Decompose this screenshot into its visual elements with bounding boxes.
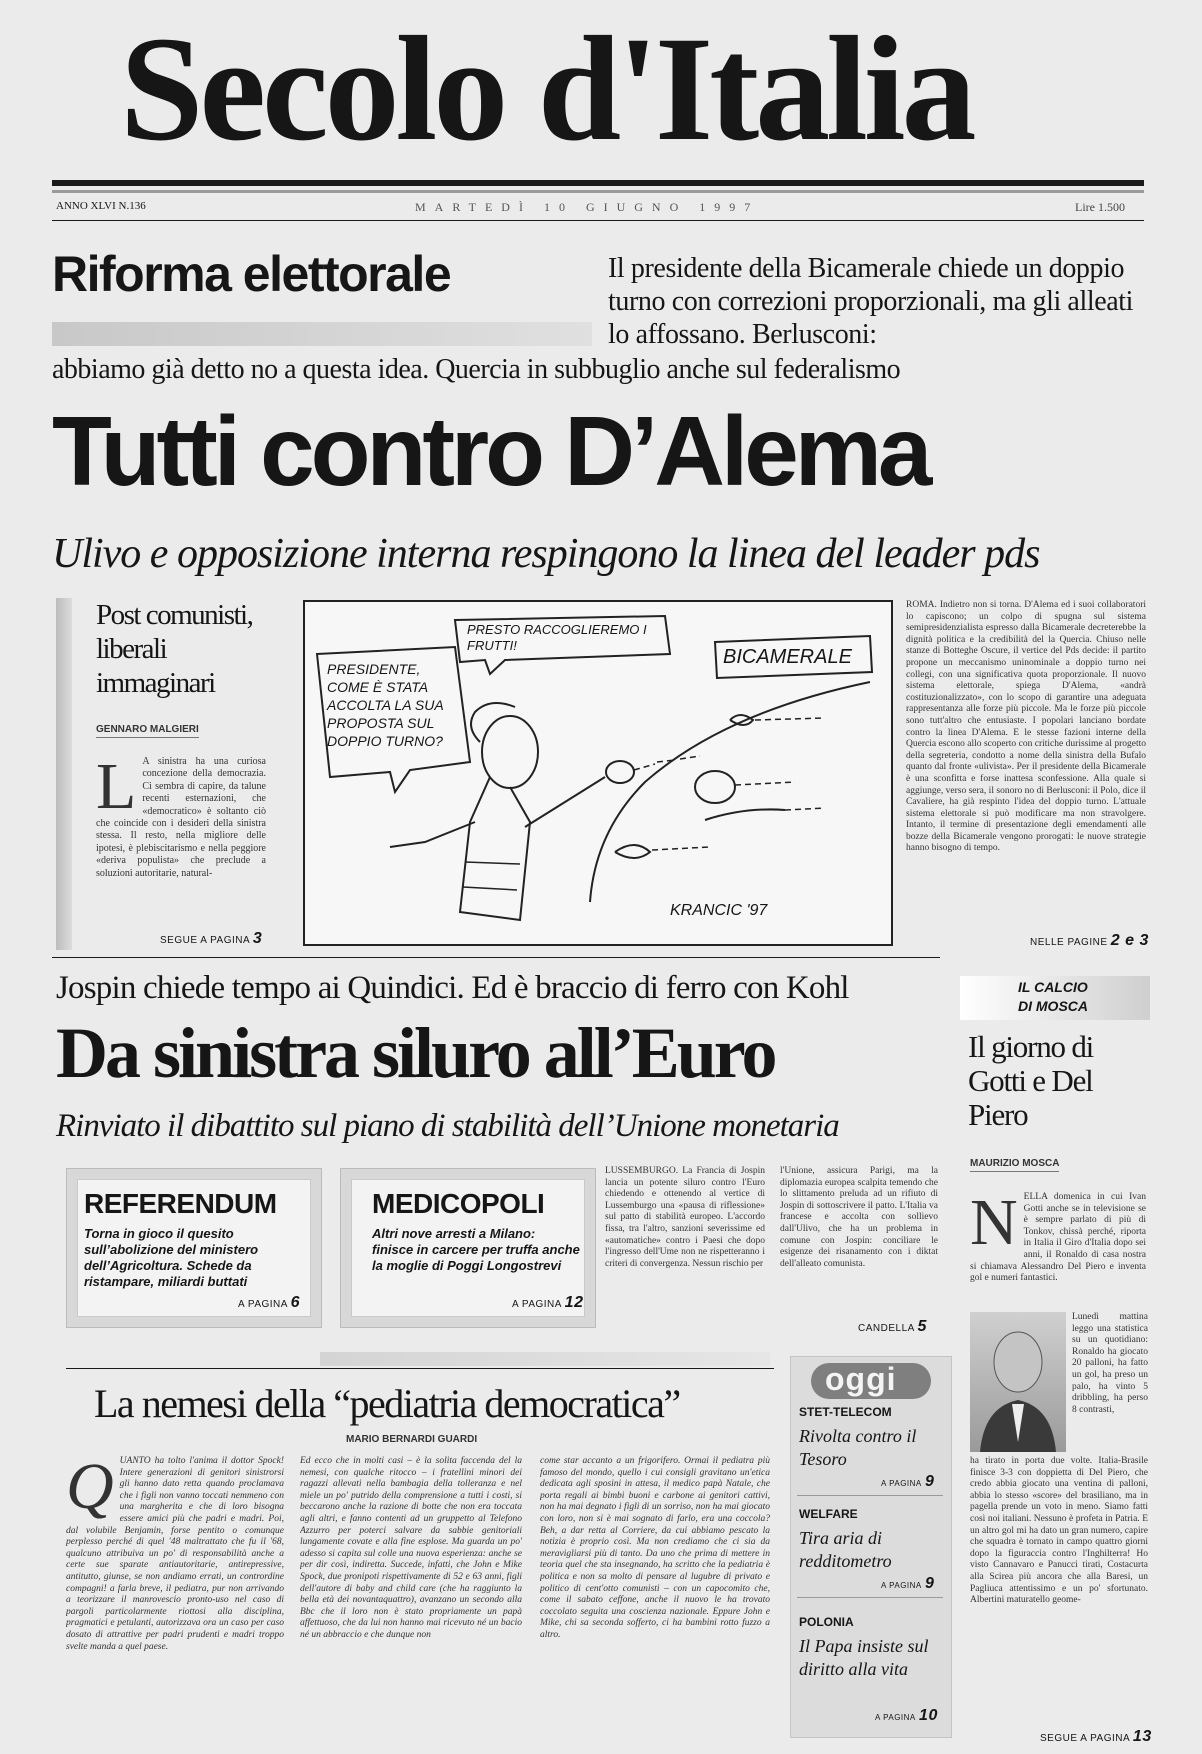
oggi-item-2-ref-label: A PAGINA xyxy=(881,1581,922,1590)
referendum-title: REFERENDUM xyxy=(84,1188,277,1219)
editorial-author: GENNARO MALGIERI xyxy=(96,724,199,738)
referendum-ref-label: A PAGINA xyxy=(238,1299,288,1310)
editorial-body xyxy=(96,756,266,918)
cartoon-bubble-left: PRESIDENTE, COME È STATA ACCOLTA LA SUA PROPOSTA SUL DOPPIO TURNO? xyxy=(327,661,444,749)
oggi-item-3-ref[interactable] xyxy=(875,1707,938,1725)
lead-subhead: Ulivo e opposizione interna respingono la linea del leader pds xyxy=(52,531,1040,577)
oggi-item-1-ref-label: A PAGINA xyxy=(881,1479,922,1488)
oggi-item-2-text: Tira aria di redditometro xyxy=(799,1528,892,1571)
referendum-ref-page: 6 xyxy=(290,1294,301,1311)
euro-kicker: Jospin chiede tempo ai Quindici. Ed è braccio di ferro con Kohl xyxy=(56,970,849,1006)
price: Lire 1.500 xyxy=(1075,200,1125,214)
oggi-item-2-ref-page: 9 xyxy=(925,1575,935,1592)
oggi-item-3-ref-label: A PAGINA xyxy=(875,1713,916,1722)
pediatria-col-1 xyxy=(66,1456,284,1734)
calcio-ref-page: 13 xyxy=(1132,1728,1152,1745)
calcio-body-bottom: ha tirato in porta due volte. Italia-Brasile finisce 3-3 con doppietta di Del Piero, che credo abbia giocato una ventina di palloni, abbia lo stesso «score» del brasiliano, ma in pagella prende un voto in meno. Siamo fatti così noi italiani. Nessuno è profeta in Patria. E un altro gol mi ha dato un gran numero, capire che squadra è tornato in campo quattro giorni dopo la figuraccia contro l'Inghilterra! Ho visto Cannavaro e Panucci tirati, Costacurta alla Scirea più ancora che alla Baresi, un Pagliuca attentissimo e un po' sfortunato. Albertini maturatello geome- xyxy=(970,1456,1148,1606)
editorial-ref-page: 3 xyxy=(252,930,263,947)
oggi-item-3-ref-page: 10 xyxy=(919,1707,938,1724)
roma-page-ref xyxy=(1030,932,1149,950)
calcio-ref-label: SEGUE A PAGINA xyxy=(1040,1733,1130,1744)
pediatria-author: MARIO BERNARDI GUARDI xyxy=(346,1434,478,1445)
oggi-box xyxy=(790,1356,952,1738)
calcio-section-line2: DI MOSCA xyxy=(1018,998,1088,1014)
lead-summary-full: abbiamo già detto no a questa idea. Quercia in subbuglio anche sul federalismo xyxy=(52,354,901,385)
kicker-grey-bar xyxy=(52,322,592,346)
calcio-page-ref xyxy=(1040,1728,1152,1746)
cartoon-frame xyxy=(303,600,893,946)
medicopoli-inner xyxy=(351,1179,585,1317)
editorial-title: Post comunisti, liberali immaginari xyxy=(96,599,253,699)
oggi-divider-2 xyxy=(797,1597,943,1598)
roma-column-body: ROMA. Indietro non si torna. D'Alema ed i suoi collaboratori lo capiscono; un colpo di spugna sul sistema semipresidenzialista espresso dalla Bicamerale decreterebbe la dignità politica e la credibilità del la Quercia. Chiuso nelle stanze di Botteghe Oscure, il vertice del Pds decide: il partito propone un meccanismo uninominale a doppio turno nei collegi, con una significativa quota proporzionale. Il nuovo sistema elettorale, spiega D'Alema, «andrà costituzionalizzato», con lo scopo di garantire una adeguata rappresentanza alle forze più piccole. Ma le forze più piccole sono tutt'altro che entusiaste. I popolari lanciano bordate contro la linea D'Alema. E le stesse fazioni interne della Quercia escono allo scoperto con critiche durissime al progetto della segreteria, condotto a nome della sinistra della Bufalo quanto dal fronte «ulivista». Per il presidente della Bicamerale è una sconfitta e forse inattesa sconfessione. Alla quale si aggiunge, verso sera, il sonoro no di Berlusconi: il Polo, dice il Cavaliere, ha già respinto l'idea del doppio turno. L'attuale sistema elettorale si può modificare ma non stravolgere. Intanto, il termine di presentazione degli emendamenti alle bozze della Bicamerale vengono prorogati: le nuove strategie hanno bisogno di tempo. xyxy=(906,600,1146,854)
calcio-photo xyxy=(970,1312,1066,1452)
calcio-body-top xyxy=(970,1192,1146,1304)
euro-subhead: Rinviato il dibattito sul piano di stabilità dell’Unione monetaria xyxy=(56,1108,839,1144)
medicopoli-ref-page: 12 xyxy=(564,1294,584,1311)
medicopoli-box[interactable] xyxy=(340,1168,596,1328)
calcio-title: Il giorno di Gotti e Del Piero xyxy=(968,1029,1094,1132)
calcio-section-line1: IL CALCIO xyxy=(1018,979,1088,995)
medicopoli-title: MEDICOPOLI xyxy=(372,1188,545,1219)
oggi-item-1-ref[interactable] xyxy=(881,1473,934,1491)
lead-summary-right: Il presidente della Bicamerale chiede un doppio turno con correzioni proporzionali, ma gli alleati lo affossano. Berlusconi: xyxy=(608,253,1134,350)
medicopoli-sub: Altri nove arresti a Milano: finisce in carcere per truffa anche la moglie di Poggi Longostrevi xyxy=(372,1226,580,1273)
oggi-item-1-text: Rivolta contro il Tesoro xyxy=(799,1426,917,1469)
pediatria-grey-bar xyxy=(320,1352,770,1366)
issue-number: ANNO XLVI N.136 xyxy=(56,200,146,212)
calcio-drop-cap: N xyxy=(970,1192,1018,1259)
pediatria-col-2: Ed ecco che in molti casi – è la solita faccenda del la nemesi, con qualche ritocco – i fratellini minori dei ragazzi allevati nella bambagia della tolleranza e nel miele un po' putrido della comprensione a tutti i costi, si beccarono anche la razione di botte che non era toccata agli altri, e fanno contenti ad un gruppetto al Telefono Azzurro per poterci salvare da sabbie genitoriali lungamente covate e alla fine esplose. Ma guarda un po' adesso si capita sul colle una nuova esperienza: anche se per dir così, indiretta. Succede, infatti, che John e Mike Spock, due pronipoti rispettivamente di 52 e 63 anni, figli dell'autore di baby and child care (che ha raggiunto la bella età dei novantaquattro), avanzano un secondo alla Bbc che il loro non è stato propriamente un papà affettuoso, che da lui non hanno mai ricevuto né un bacio né un abbraccio e che dunque non xyxy=(300,1456,522,1640)
referendum-sub: Torna in gioco il quesito sull’abolizione del ministero dell’Agricoltura. Schede da ristampare, miliardi buttati xyxy=(84,1226,259,1289)
referendum-page-ref xyxy=(238,1294,300,1312)
euro-col-2: l'Unione, assicura Parigi, ma la diplomazia europea scalpita temendo che lo slittamento preluda ad un rifiuto di Jospin di sottoscrivere il patto. L'Italia va francese e accolta con sollievo dall'Ulivo, che ha un problema in comune con Jospin: conciliare le esigenze dei risanamento con i diktat dell'alleato comunista. xyxy=(780,1166,938,1269)
oggi-item-2-head: WELFARE xyxy=(799,1507,858,1521)
section-rule xyxy=(52,957,940,958)
portrait-photo xyxy=(970,1312,1066,1452)
masthead-title: Secolo d'Italia xyxy=(120,6,973,172)
oggi-title: oggi xyxy=(825,1361,897,1397)
cartoon-sign: BICAMERALE xyxy=(723,646,852,668)
calcio-author: MAURIZIO MOSCA xyxy=(970,1158,1059,1172)
masthead-rule xyxy=(52,180,1144,186)
oggi-item-3-head: POLONIA xyxy=(799,1615,854,1629)
oggi-item-2-ref[interactable] xyxy=(881,1575,934,1593)
euro-col-1: LUSSEMBURGO. La Francia di Jospin lancia un potente siluro contro l'Euro chiedendo e ottenendo al vertice di Lussemburgo una «pausa di riflessione» sul patto di stabilità europeo. L'accordo fissa, tra l'altro, sanzioni severissime ed «automatiche» contro i Paesi che dopo l'ingresso dell'Ume non ne rispetteranno i criteri di convergenza. Nessun rischio per xyxy=(605,1166,765,1269)
editorial-page-ref xyxy=(160,930,262,948)
editorial-shade xyxy=(56,598,72,950)
oggi-divider-1 xyxy=(797,1495,943,1496)
euro-ref-label: CANDELLA xyxy=(858,1323,915,1334)
cartoon-signature: KRANCIC '97 xyxy=(670,902,768,919)
editorial-ref-label: SEGUE A PAGINA xyxy=(160,935,250,946)
oggi-item-3-text: Il Papa insiste sul diritto alla vita xyxy=(799,1636,929,1679)
date-line: MARTEDÌ 10 GIUGNO 1997 xyxy=(415,200,760,214)
dateline-rule xyxy=(52,220,1144,221)
roma-ref-pages: 2 e 3 xyxy=(1110,932,1149,949)
editorial-drop-cap: L xyxy=(96,756,137,823)
pediatria-text-1: UANTO ha tolto l'anima il dottor Spock! Intere generazioni di genitori sinistrorsi gli hanno dato retta quando proclamava che i figli non vanno toccati nemmeno con una margherita e che di loro bisogna essere amici più che padri e madri. Poi, dal volubile Benjamin, forse pentito o comunque perplesso perché di quel '48 maltrattato che fu il '68, qualcuno attribuiva un po' di responsabilità anche a certe sue sparate antiautoritarie, antirepressive, antitutto, giunse, se non andiamo errati, un contrordine compagni! a farla breve, il pediatra, pur non arrivando a teorizzare il manrovescio pronto-uso nel caso di pargoli particolarmente riottosi alla disciplina, pragmatici e petulanti, autorizzava ora un caso per caso dosato di attrattive per padri prudenti e madri troppo svelte manda a quel paese. xyxy=(66,1456,284,1652)
medicopoli-ref-label: A PAGINA xyxy=(512,1299,562,1310)
calcio-text-top: ELLA domenica in cui Ivan Gotti anche se in televisione se è sempre parlato di più di Tonkov, chissà perché, riporta in Italia il Giro d'Italia dopo sei anni, il Ronaldo di casa nostra si chiamava Alessandro Del Piero e inventa gol e numeri fantastici. xyxy=(970,1192,1146,1284)
roma-ref-label: NELLE PAGINE xyxy=(1030,937,1108,948)
euro-headline: Da sinistra siluro all’Euro xyxy=(56,1013,775,1093)
calcio-section-tag xyxy=(960,976,1150,1020)
lead-kicker: Riforma elettorale xyxy=(52,246,451,302)
pediatria-rule xyxy=(66,1368,774,1369)
oggi-item-1-ref-page: 9 xyxy=(925,1473,935,1490)
cartoon-bubble-right: PRESTO RACCOGLIEREMO I FRUTTI! xyxy=(467,622,647,653)
referendum-inner xyxy=(77,1179,311,1317)
pediatria-title: La nemesi della “pediatria democratica” xyxy=(94,1381,680,1426)
masthead-rule-thin xyxy=(52,190,1144,193)
pediatria-col-3: come star accanto a un frigorifero. Ormai il pediatra più famoso del mondo, quello i cui consigli gravitano un'etica dedicata agli sposini in attesa, il medico papà Natale, che porta regali ai bimbi buoni e carbone ai genitori cattivi, non ha mai degnato i figli di un sorriso, non ha mai giocato con loro, non si è mai sognato di farlo, era una coccola? Beh, a dar retta al Corriere, da cui abbiamo pescato la notizia è proprio così. Ma non crediamo che ci sia da meravigliarsi più di tanto. Da uno che prima di mettere in teoria quel che sta insegnando, ha scritto che la pediatria è politica e non sa molto di pensare al lugubre di privato e politico di cent'otto comunisti – con un capocomito che, come il sabato ceffone, anche il nuovo le ha trovato coccolato seguita una coscienza nazionale. Eppure John e Mike, chi sa seconda sofferto, ci ha bambini rotto fuzzo a altro. xyxy=(540,1456,770,1640)
calcio-body-side: Lunedì mattina leggo una statistica su un quotidiano: Ronaldo ha giocato 20 palloni, ha fatto un gol, ha preso un palo, ha vinto 5 dribbling, ha perso 8 contrasti, xyxy=(1072,1312,1148,1415)
referendum-box[interactable] xyxy=(66,1168,322,1328)
medicopoli-page-ref xyxy=(512,1294,583,1312)
editorial-text: A sinistra ha una curiosa concezione della democrazia. Ci sembra di capire, da talune recenti esternazioni, che «democratico» è soltanto ciò che coincide con i desideri della sinistra stessa. Il resto, nella migliore delle ipotesi, è plebiscitarismo e nella peggiore «deriva populista» che preclude a soluzioni autoritarie, natural- xyxy=(96,756,266,879)
euro-ref-page: 5 xyxy=(917,1318,927,1335)
lead-headline: Tutti contro D’Alema xyxy=(52,396,929,506)
oggi-item-1-head: STET-TELECOM xyxy=(799,1405,892,1419)
euro-page-ref xyxy=(858,1318,927,1336)
pediatria-drop-cap: Q xyxy=(66,1456,114,1523)
